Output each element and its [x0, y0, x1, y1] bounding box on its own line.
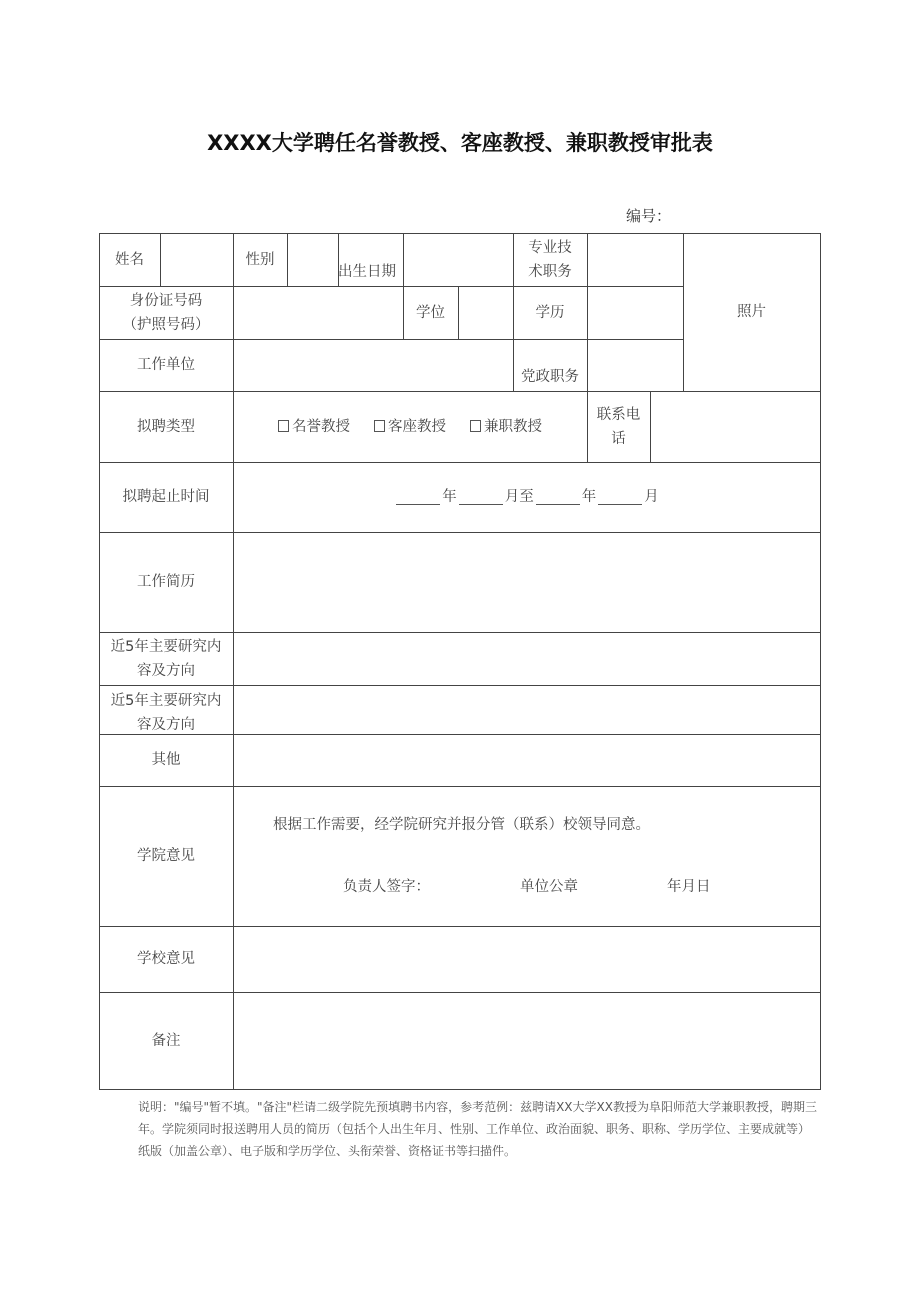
- option-label: 名誉教授: [292, 418, 350, 435]
- start-year-blank[interactable]: [396, 490, 440, 505]
- checkbox[interactable]: [278, 420, 289, 432]
- school-opinion-field[interactable]: [233, 926, 820, 992]
- appointment-type-options: [233, 391, 587, 462]
- id-number-label-line1: 身份证号码: [129, 292, 203, 309]
- gender-field[interactable]: [287, 233, 338, 286]
- degree-label: 学位: [416, 304, 445, 321]
- research-label-line1: 近5年主要研究内: [110, 638, 222, 655]
- end-month-blank[interactable]: [598, 490, 642, 505]
- professional-title-label-line2: 术职务: [528, 263, 572, 280]
- start-month-blank[interactable]: [459, 490, 503, 505]
- college-opinion-label: 学院意见: [137, 848, 195, 864]
- professional-title-field[interactable]: [587, 233, 683, 286]
- serial-number-label: 编号：: [626, 207, 672, 225]
- table-border-right: [820, 233, 821, 1090]
- unit-seal-label: 单位公章: [520, 879, 578, 895]
- gender-label: 性别: [245, 251, 275, 268]
- month-to-unit: 月至: [504, 489, 534, 505]
- work-unit-field[interactable]: [233, 339, 513, 391]
- year-unit: 年: [442, 489, 457, 505]
- end-year-blank[interactable]: [536, 490, 580, 505]
- party-position-label: 党政职务: [521, 369, 579, 385]
- education-field[interactable]: [587, 286, 683, 339]
- appointment-type-label: 拟聘类型: [137, 418, 195, 435]
- research-direction-label-1: [99, 632, 233, 685]
- month-unit: 月: [644, 489, 659, 505]
- form-title: XXXX大学聘任名誉教授、客座教授、兼职教授审批表: [207, 131, 713, 155]
- option-label: 客座教授: [388, 418, 446, 435]
- name-label: 姓名: [115, 251, 144, 268]
- birth-date-label: 出生日期: [338, 264, 396, 280]
- work-resume-field[interactable]: [233, 532, 820, 632]
- work-unit-label: 工作单位: [137, 357, 195, 373]
- checkbox[interactable]: [374, 420, 385, 432]
- research-direction-field-1[interactable]: [233, 632, 820, 685]
- birth-date-field[interactable]: [403, 233, 513, 286]
- degree-field[interactable]: [458, 286, 513, 339]
- id-number-field[interactable]: [233, 286, 403, 339]
- contact-phone-label-line2: 话: [611, 430, 626, 447]
- option-visiting-professor[interactable]: [374, 415, 446, 439]
- option-adjunct-professor[interactable]: [470, 415, 542, 439]
- table-border-bottom: [99, 1089, 821, 1090]
- option-honorary-professor[interactable]: [278, 415, 350, 439]
- date-label: 年月日: [667, 879, 711, 895]
- contact-phone-field[interactable]: [650, 391, 820, 462]
- contact-phone-label-line1: 联系电: [596, 406, 641, 423]
- research-label-line2: 容及方向: [137, 717, 195, 733]
- checkbox[interactable]: [470, 420, 481, 432]
- research-direction-label-2: [99, 685, 233, 734]
- school-opinion-label: 学校意见: [137, 951, 195, 967]
- research-label-line2: 容及方向: [137, 662, 195, 679]
- photo-box[interactable]: 照片: [737, 304, 766, 320]
- id-number-label: [99, 286, 233, 339]
- education-label: 学历: [535, 304, 565, 321]
- college-opinion-statement: 根据工作需要，经学院研究并报分管（联系）校领导同意。: [273, 817, 650, 833]
- appointment-period-label: 拟聘起止时间: [122, 489, 210, 505]
- id-number-label-line2: （护照号码）: [122, 316, 210, 333]
- research-label-line1: 近5年主要研究内: [110, 693, 222, 709]
- professional-title-label-line1: 专业技: [528, 239, 572, 256]
- year-unit: 年: [581, 489, 597, 505]
- appointment-period-field[interactable]: [233, 462, 820, 532]
- other-label: 其他: [151, 752, 181, 768]
- other-field[interactable]: [233, 734, 820, 786]
- remarks-label: 备注: [151, 1032, 181, 1049]
- professional-title-label: [513, 233, 587, 286]
- option-label: 兼职教授: [484, 418, 542, 435]
- contact-phone-label: [587, 391, 650, 462]
- party-position-field[interactable]: [587, 339, 683, 391]
- signer-label: 负责人签字：: [343, 879, 430, 895]
- form-notes: 说明："编号"暂不填。"备注"栏请二级学院先预填聘书内容，参考范例：兹聘请XX大学XX教授为阜阳师范大学兼职教授，聘期三年。学院须同时报送聘用人员的简历（包括个人出生年月、性别、工作单位、政治面貌、职务、职称、学历学位、主要成就等）纸版（加盖公章）、电子版和学历学位、头衔荣誉、资格证书等扫描件。: [138, 1100, 817, 1158]
- work-resume-label: 工作简历: [137, 574, 195, 590]
- remarks-field[interactable]: [233, 992, 820, 1089]
- research-direction-field-2[interactable]: [233, 685, 820, 734]
